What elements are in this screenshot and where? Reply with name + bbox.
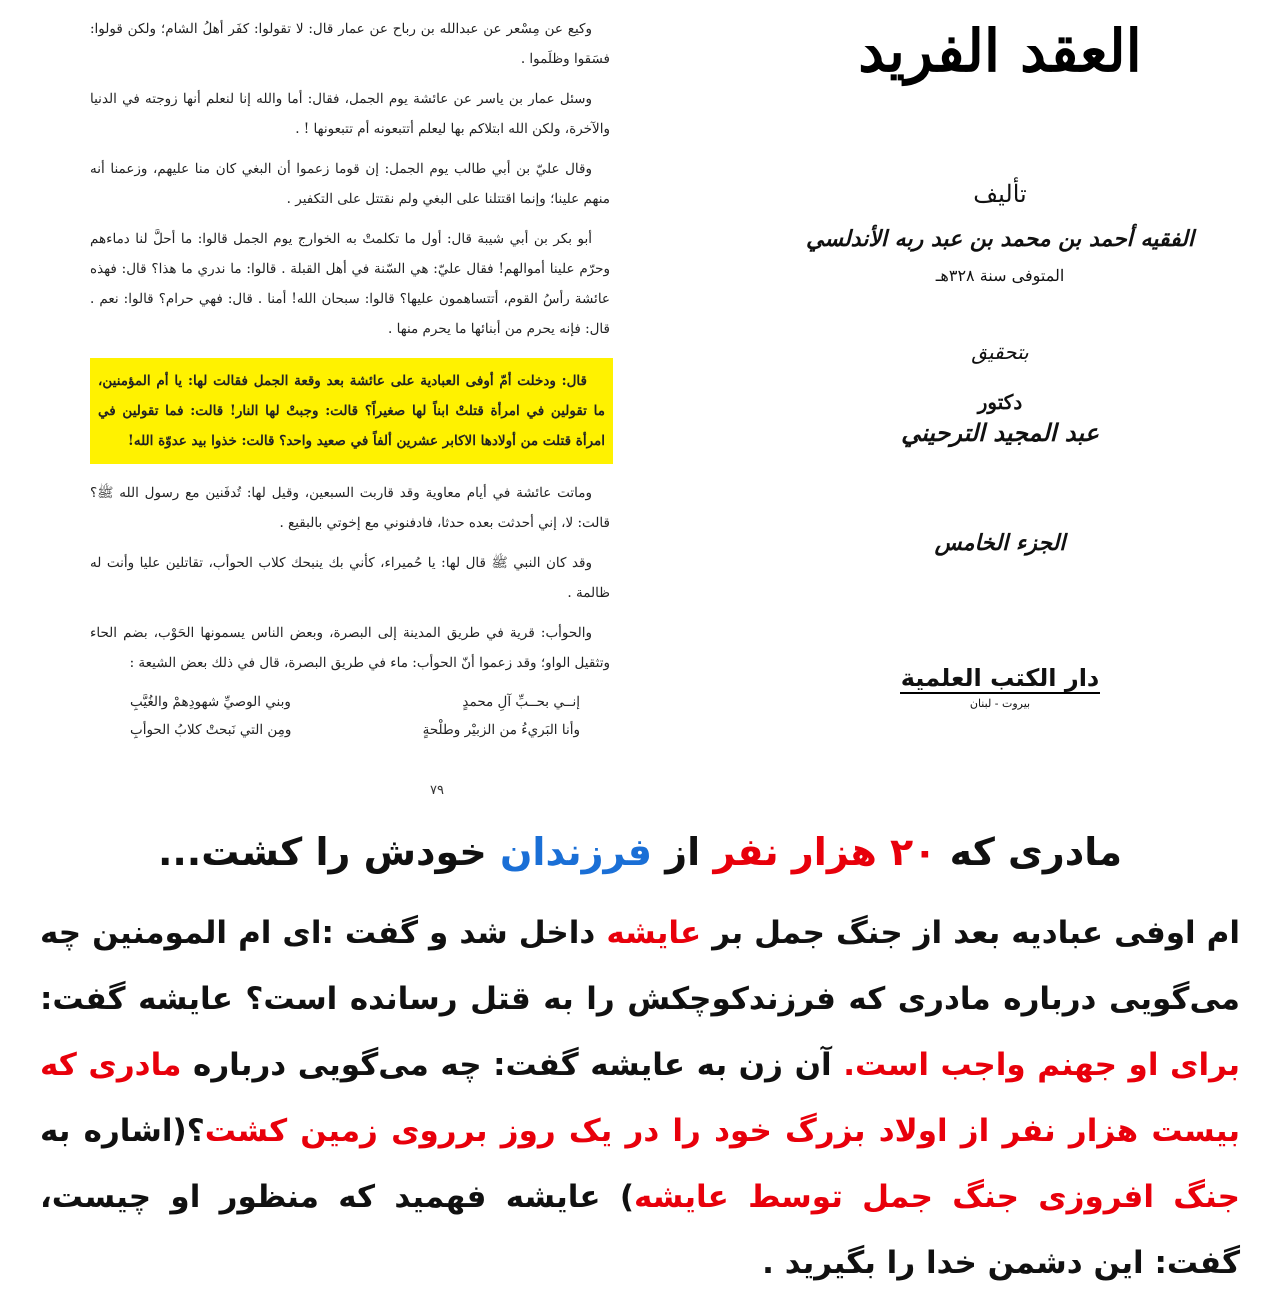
headline [0, 812, 1280, 892]
body-highlight: عایشه [606, 915, 702, 951]
book-page [90, 14, 610, 798]
paragraph-4: أبو بكر بن أبي شيبة قال: أول ما تكلمتْ به الخوارج يوم الجمل قالوا: ما أحلَّ لنا دماءهم وحرّم علينا أموالهم! فقال عليّ: هي السّنة في أهل القبلة . قالوا: ما ندري ما هذا؟ قال: فهذه عائشة رأسُ القوم، أتتساهمون عليها؟ قالوا: سبحان الله! أمنا . قال: فهي حرام؟ قالوا: نعم . قال: فإنه يحرم من أبنائها ما يحرم منها . [90, 231, 610, 337]
paragraph-7: والحوأب: قرية في طريق المدينة إلى البصرة، وبعض الناس يسمونها الحَوْب، بضم الحاء وتثقيل الواو؛ وقد زعموا أنّ الحوأب: ماء في طريق البصرة، قال في ذلك بعض الشيعة : [90, 625, 610, 671]
book-title: العقد الفريد [858, 17, 1142, 85]
title-page [790, 0, 1210, 780]
editor-name: عبد المجيد الترحيني [901, 418, 1099, 447]
body-text: داخل شد و گفت :ای ام المومنین چه می‌گویی درباره مادری که فرزندکوچکش را به قتل رسانده است؟ عایشه گفت: [40, 915, 1240, 1017]
headline-part: خودش را کشت... [157, 830, 487, 874]
page-number: ٧٩ [430, 783, 444, 798]
paragraph-1: وكيع عن مِسْعر عن عبدالله بن رباح عن عمار قال: لا تقولوا: كفَر أهلُ الشام؛ ولكن قولوا: فسَقوا وظلَموا . [90, 21, 610, 67]
body-highlight: جنگ افروزی جنگ جمل توسط عایشه [634, 1179, 1241, 1215]
poem [90, 688, 610, 744]
headline-highlight: فرزندان [499, 830, 653, 874]
body-text: ) عایشه فهمید که منظور او چیست، گفت: این دشمن خدا را بگیرید . [40, 1179, 1240, 1281]
body-highlight: برای او جهنم واجب است. [843, 1047, 1241, 1083]
poem-line [90, 716, 610, 744]
body-text: آن زن به عایشه گفت: چه می‌گویی درباره [193, 1047, 832, 1083]
author-name: الفقيه أحمد بن محمد بن عبد ربه الأندلسي [806, 226, 1194, 252]
poem-hemistich: إنــي بحــبِّ آلِ محمدٍ [462, 694, 580, 710]
volume-label: الجزء الخامس [934, 530, 1066, 556]
poem-hemistich: ومِن التي نَبحتْ كلابُ الحوأبِ [130, 722, 292, 738]
poem-hemistich: وبني الوصيِّ شهودِهمْ والغُيَّبِ [130, 694, 291, 710]
authored-label: تأليف [973, 180, 1027, 208]
paragraph-3: وقال عليّ بن أبي طالب يوم الجمل: إن قوما زعموا أن البغي كان منا عليهم، وزعمنا أنه منهم علينا؛ وإنما اقتتلنا على البغي ولم نقتتل على التكفير . [90, 161, 610, 207]
body-highlight: مادری که بیست هزار نفر از اولاد بزرگ خود را در یک روز برروی زمین کشت [40, 1047, 1241, 1149]
headline-part: از [665, 830, 701, 874]
doctor-title: دكتور [977, 390, 1023, 414]
paragraph-2: وسئل عمار بن ياسر عن عائشة يوم الجمل، فقال: أما والله إنا لنعلم أنها زوجته في الدنيا والآخرة، ولكن الله ابتلاكم بها ليعلم أتتبعونه أم تتبعونها ! . [90, 91, 610, 137]
poem-hemistich: وأنا البَريءُ من الزبيْر وطلْحةٍ [422, 722, 580, 738]
headline-highlight: ۲۰ هزار نفر [713, 830, 937, 874]
publisher-divider [900, 692, 1100, 694]
poem-line [90, 688, 610, 716]
paragraph-5: وماتت عائشة في أيام معاوية وقد قاربت السبعين، وقيل لها: تُدفَنين مع رسول الله ﷺ؟ قالت: لا، إني أحدثت بعده حدثا، فادفنوني مع إخوتي بالبقيع . [90, 485, 610, 531]
highlighted-passage: قال: ودخلت أمّ أوفى العبادية على عائشة بعد وقعة الجمل فقالت لها: يا أم المؤمنين، ما تقولين في امرأة قتلتْ ابناً لها صغيراً؟ قالت: وجبتْ لها النار! قالت: فما تقولين في امرأة قتلت من أولادها الاكابر عشرين ألفاً في صعيد واحد؟ قالت: خذوا بيد عدوّة الله! [90, 358, 613, 464]
publisher-name: دار الكتب العلمية [900, 664, 1100, 692]
translation-body [40, 900, 1240, 1296]
body-text: ؟(اشاره به [40, 1113, 205, 1149]
publisher-city: بيروت - لبنان [969, 697, 1031, 710]
headline-part: مادری که [949, 830, 1123, 874]
author-death: المتوفى سنة ٣٢٨هـ [935, 266, 1065, 285]
paragraph-6: وقد كان النبي ﷺ قال لها: يا حُميراء، كأني بك ينبحك كلاب الحوأب، تقاتلين عليا وأنت له ظالمة . [90, 555, 610, 601]
edited-label: بتحقيق [971, 340, 1029, 364]
body-text: ام اوفی عبادیه بعد از جنگ جمل بر [712, 915, 1241, 951]
